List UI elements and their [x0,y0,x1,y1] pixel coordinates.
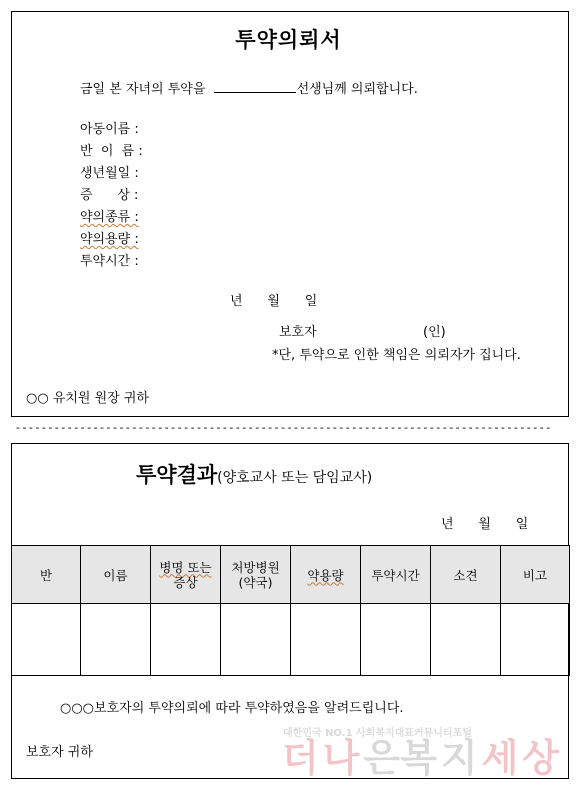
seal-label: (인) [423,325,446,340]
field-class-name[interactable]: 반 이 름 : [80,144,143,159]
header-class: 반 [12,546,81,604]
watermark-brand-2: 은 [363,736,401,780]
guardian-label: 보호자 [279,325,317,340]
header-prescribing-hospital [221,546,291,604]
field-birth-date[interactable]: 생년월일 : [80,166,139,181]
cell-remarks[interactable] [501,604,570,676]
header-medication-time: 투약시간 [361,546,431,604]
watermark-tagline: 대한민국 NO.1 사회복지대표커뮤니티포털 [283,728,472,739]
field-medicine-dose[interactable]: 약의용량 : [80,232,139,247]
result-title-sub: (양호교사 또는 담임교사) [217,470,373,486]
watermark-brand-1: 더나 [282,736,364,780]
field-child-name[interactable]: 아동이름 : [80,122,139,137]
header-name: 이름 [81,546,151,604]
request-date-line: 년 월 일 [230,294,318,309]
header-remarks: 비고 [501,546,570,604]
header-disease-line1: 병명 또는 [159,559,212,575]
watermark-brand-3: 복지 [400,736,482,780]
medication-result-table [11,545,570,676]
result-title-main: 투약결과 [136,463,218,487]
request-addressee: ○○ 유치원 원장 귀하 [26,391,149,406]
request-intro-before: 금일 본 자녀의 투약을 [80,82,206,97]
header-hospital-line1: 처방병원 [231,559,280,575]
cell-medication-time[interactable] [361,604,431,676]
field-medicine-type[interactable]: 약의종류 : [80,210,139,225]
cell-name[interactable] [81,604,151,676]
table-row [12,604,570,676]
header-hospital-line2: (약국) [238,574,273,590]
header-dose-label: 약용량 [307,567,344,583]
teacher-name-blank[interactable] [214,79,296,93]
field-medication-time[interactable]: 투약시간 : [80,254,139,269]
request-intro-after: 선생님께 의뢰합니다. [296,82,418,97]
responsibility-note: *단, 투약으로 인한 책임은 의뢰자가 집니다. [272,348,521,363]
watermark-logo [282,736,563,790]
result-notice: ○○○보호자의 투약의뢰에 따라 투약하였음을 알려드립니다. [60,701,404,716]
table-header-row [12,546,570,604]
cell-class[interactable] [12,604,81,676]
request-intro [80,78,418,97]
cell-disease-or-symptom[interactable] [151,604,221,676]
header-disease-line2: 증상 [173,574,198,590]
result-addressee: 보호자 귀하 [26,745,93,760]
cell-prescribing-hospital[interactable] [221,604,291,676]
field-symptom[interactable]: 증 상 : [80,188,139,203]
watermark-brand-4: 세상 [481,736,563,780]
cell-dose[interactable] [291,604,361,676]
header-dose [291,546,361,604]
cell-opinion[interactable] [431,604,501,676]
header-disease-or-symptom [151,546,221,604]
result-date-line: 년 월 일 [441,517,529,532]
header-opinion: 소견 [431,546,501,604]
result-form-title [136,459,372,489]
request-form-title: 투약의뢰서 [235,28,342,52]
cut-line: - - - - - - - - - - - - - - - - - - - - - - - - - - - - - - - - - - - - - - - - - - - - - - - - - - - - - - - - - - - - - - - - - - - - - - - - - - - - - - - - - - - [16,421,550,434]
